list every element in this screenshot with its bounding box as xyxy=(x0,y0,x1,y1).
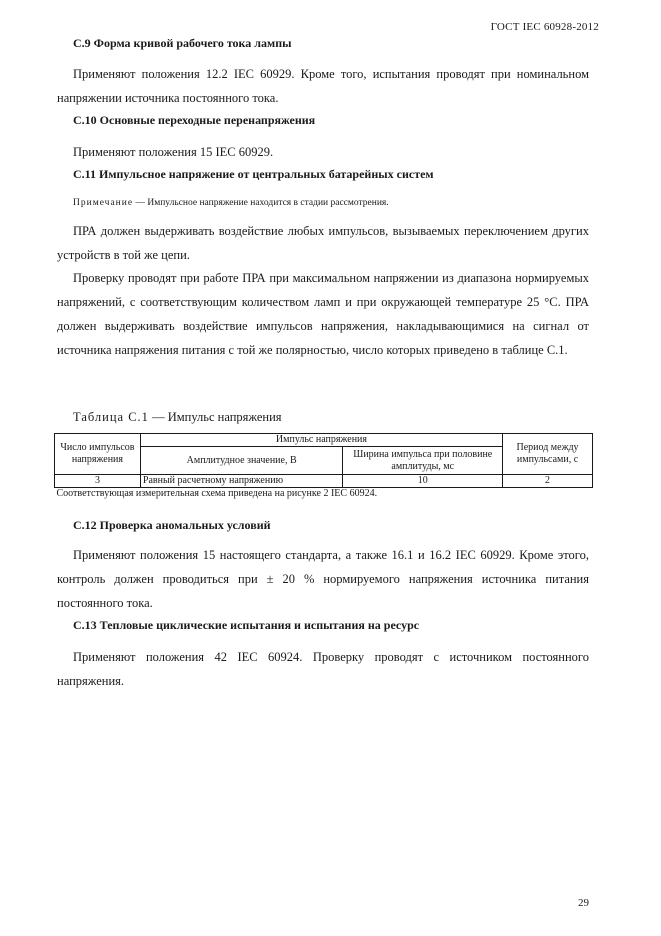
section-c12-text: Применяют положения 15 настоящего стандарта, а также 16.1 и 16.2 IEC 60929. Кроме этого, контроль должен проводиться при ± 20 % нормируемого напряжения источника питания постоянного тока. xyxy=(57,548,589,610)
section-c11-paragraph-2: Проверку проводят при работе ПРА при максимальном напряжении из диапазона нормируемых напряжений, с соответствующим количеством ламп и при окружающей температуре 25 °С. ПРА должен выдерживать воздействие импульсов напряжения, накладывающимися на сигнал от источника напряжения питания с той же полярностью, число которых приведено в таблице С.1. xyxy=(57,271,589,357)
cell-count: 3 xyxy=(55,475,141,488)
cell-period: 2 xyxy=(503,475,593,488)
section-c13-title: С.13 Тепловые циклические испытания и испытания на ресурс xyxy=(73,618,420,632)
section-c11-note xyxy=(73,198,389,208)
cell-width: 10 xyxy=(343,475,503,488)
table-caption-label: Таблица С.1 xyxy=(73,410,149,424)
note-label: Примечание xyxy=(73,198,134,208)
section-c13-text: Применяют положения 42 IEC 60924. Проверку проводят с источником постоянного напряжения. xyxy=(57,650,589,688)
table-footnote: Соответствующая измерительная схема приведена на рисунке 2 IEC 60924. xyxy=(55,488,593,501)
header-amplitude: Амплитудное значение, В xyxy=(140,447,343,475)
table-caption-text: — Импульс напряжения xyxy=(148,410,282,424)
page-number: 29 xyxy=(578,897,589,909)
section-c10-title: С.10 Основные переходные перенапряжения xyxy=(73,113,316,127)
header-width: Ширина импульса при половине амплитуды, мс xyxy=(343,447,503,475)
standard-designation: ГОСТ IEC 60928-2012 xyxy=(490,21,599,33)
impulse-table xyxy=(54,433,593,500)
cell-amplitude: Равный расчетному напряжению xyxy=(140,475,343,488)
section-c9-text: Применяют положения 12.2 IEC 60929. Кроме того, испытания проводят при номинальном напряжении источника постоянного тока. xyxy=(57,67,589,105)
section-c11-paragraph-1: ПРА должен выдерживать воздействие любых импульсов, вызываемых переключением других устройств в той же цепи. xyxy=(57,224,589,262)
header-period: Период между импульсами, с xyxy=(503,434,593,475)
section-c12-title: С.12 Проверка аномальных условий xyxy=(73,518,271,532)
section-c9-title: С.9 Форма кривой рабочего тока лампы xyxy=(73,36,292,50)
header-count: Число импульсов напряжения xyxy=(55,434,141,475)
section-c10-text: Применяют положения 15 IEC 60929. xyxy=(73,145,274,159)
note-text: — Импульсное напряжение находится в стадии рассмотрения. xyxy=(133,198,389,208)
header-impulse-group: Импульс напряжения xyxy=(140,434,502,447)
table-caption xyxy=(73,410,282,425)
table-row xyxy=(55,475,593,488)
section-c11-title: С.11 Импульсное напряжение от центральных батарейных систем xyxy=(73,167,434,181)
